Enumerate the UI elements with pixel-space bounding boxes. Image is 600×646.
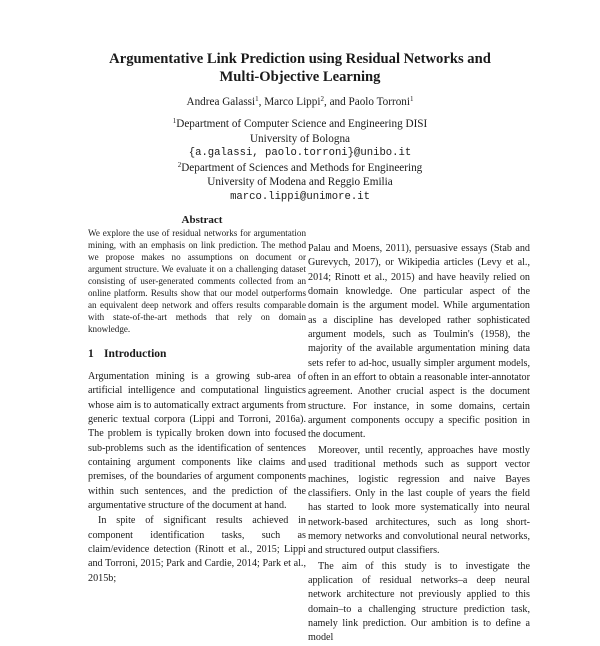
paragraph: Moreover, until recently, approaches have mostly used traditional methods such as support vector machines, logistic regression and naive Bayes classifiers. Only in the last couple of years the field has started to look more systematically into neural network-based architectures, such as long short-memory networks and convolutional neural networks, and structured output classifiers. [308,444,530,557]
affil-university: University of Bologna [249,132,351,145]
author-affil-mark: 1 [255,95,259,103]
paragraph: In spite of significant results achieved in component identification tasks, such as claim/evidence detection (Rinott et al., 2015; Lippi and Torroni, 2015; Park and Cardie, 2014; Park et al., 2015b; [88,515,306,584]
title-block [0,50,600,205]
abstract-text: We explore the use of residual networks for argumentation mining, with an emphasis on link prediction. The method we propose makes no assumptions on document or argument structure. We evaluate it on a challenging dataset consisting of user-generated comments collected from an online platform. Results show that our model outperforms an equivalent deep network and offers results comparable with state-of-the-art methods that rely on domain knowledge. [88,228,306,334]
author-name: Marco Lippi [264,96,321,108]
author-affil-mark: 2 [320,95,324,103]
left-column [88,213,306,586]
paragraph: The aim of this study is to investigate the application of residual networks–a deep neural network architecture not previously applied to this domain–to a challenging structure prediction task, namely link prediction. Our ambition is to define a model [308,560,530,644]
section-heading [88,347,306,361]
paragraph: Argumentation mining is a growing sub-area of artificial intelligence and computational linguistics whose aim is to automatically extract arguments from generic textual corpora (Lippi and Torroni, 2016a). The problem is typically broken down into focused sub-problems such as the identification of sentences containing argument components like claims and premises, of the boundaries of argument components within such sentences, and the prediction of the argumentative structure of the document at hand. [88,371,306,512]
affil-department: Department of Computer Science and Engineering DISI [176,118,428,130]
author-affil-mark: 1 [410,95,414,103]
title-line-1: Argumentative Link Prediction using Residual Networks and [109,51,491,67]
affiliation-1 [0,117,600,161]
author-name: Paolo Torroni [348,96,410,108]
affil-mark: 2 [177,160,182,169]
author-separator: , and [323,96,349,108]
affil-email: {a.galassi, paolo.torroni}@unibo.it [188,147,412,160]
author-list [0,95,600,109]
paper-title [0,50,600,86]
author-name: Andrea Galassi [186,96,256,108]
right-column [308,242,530,646]
affiliation-2 [0,161,600,205]
affil-university: University of Modena and Reggio Emilia [207,176,393,189]
title-line-2: Multi-Objective Learning [219,69,381,85]
author-separator: , [258,96,265,108]
affil-email: marco.lippi@unimore.it [230,190,370,203]
section-number: 1 [88,348,94,360]
paragraph: Palau and Moens, 2011), persuasive essays (Stab and Gurevych, 2017), or Wikipedia articles (Levy et al., 2014; Rinott et al., 2015) and have heavily relied on domain knowledge. One particular aspect of the domain is the argument model. While argumentation as a discipline has developed rather sophisticated argument models, such as Toulmin's (1958), the majority of the available argumentation mining data sets refer to ad-hoc, usually simpler argument models, often in an effort to obtain a reasonable inter-annotator agreement. Another crucial aspect is the document structure. For instance, in some domains, certain argument components occupy a specific position in the document. [308,243,530,441]
abstract-heading: Abstract [181,214,223,226]
section-title: Introduction [104,348,167,360]
affil-department: Department of Sciences and Methods for Engineering [181,161,423,174]
affil-mark: 1 [172,117,177,125]
